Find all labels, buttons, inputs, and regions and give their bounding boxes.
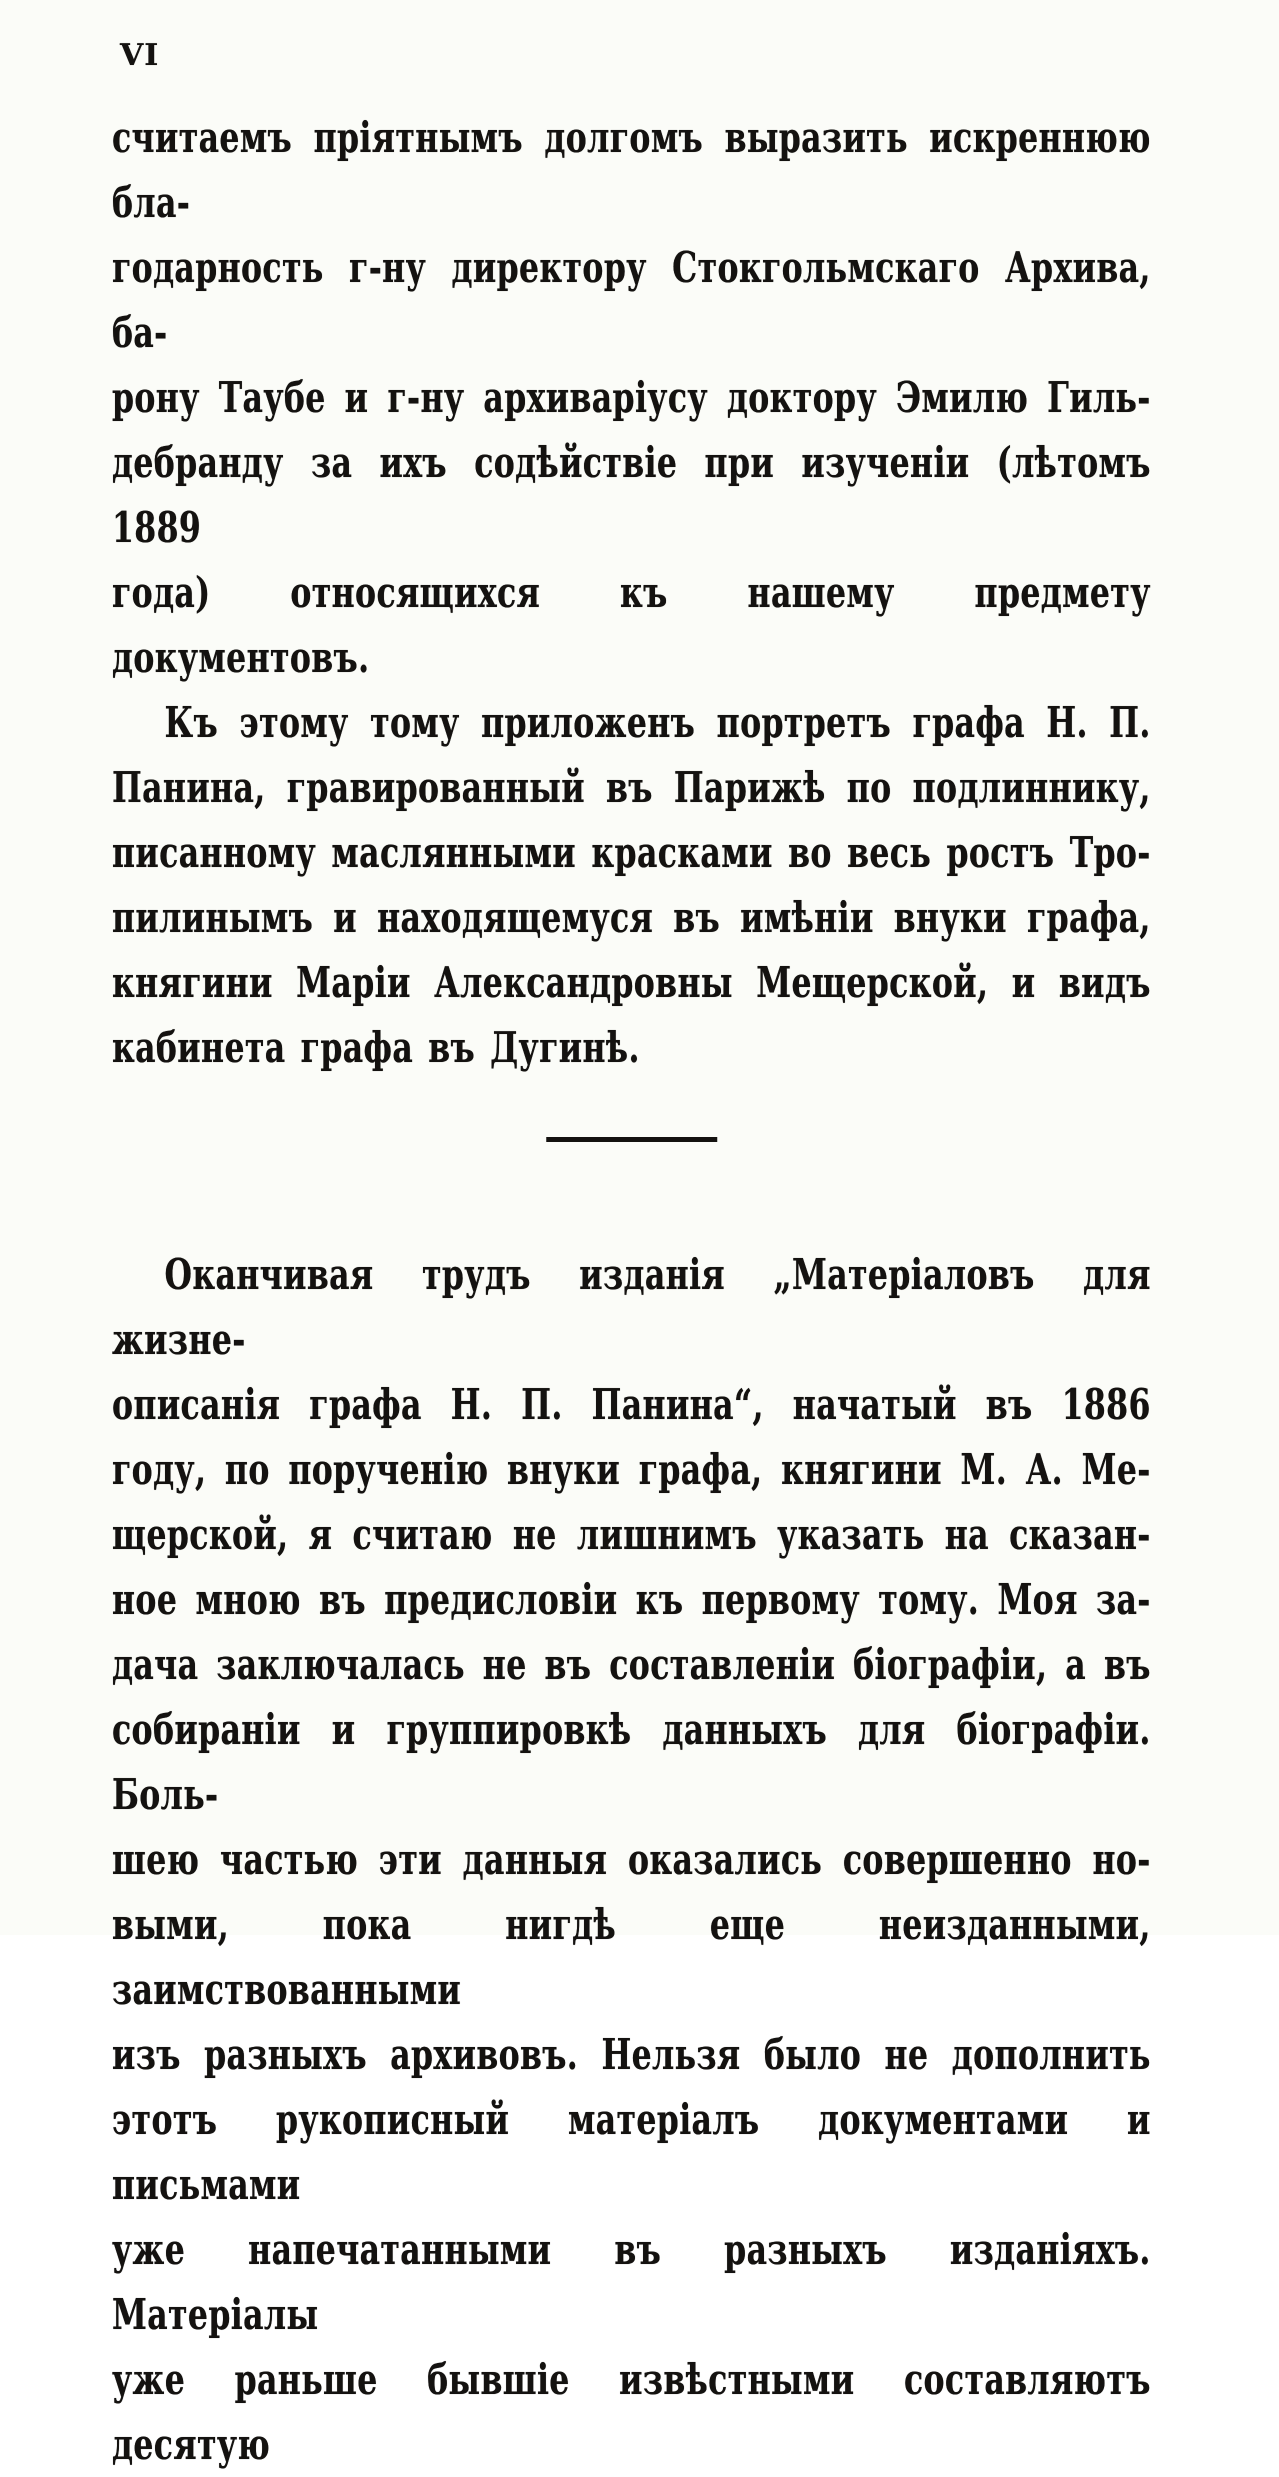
- text-line: уже напечатанными въ разныхъ изданіяхъ. Матеріалы: [112, 2225, 1151, 2339]
- section-divider: [546, 1137, 717, 1142]
- text-line: этотъ рукописный матеріалъ документами и письмами: [112, 2095, 1151, 2209]
- page-number: VI: [120, 38, 160, 73]
- text-line: шею частью эти данныя оказались совершенно но-: [112, 1835, 1151, 1884]
- text-line: княгини Маріи Александровны Мещерской, и видъ: [112, 958, 1151, 1007]
- text-line: Къ этому тому приложенъ портретъ графа Н. П.: [164, 698, 1151, 747]
- text-line: описанія графа Н. П. Панина“, начатый въ 1886: [112, 1380, 1151, 1429]
- text-line: Оканчивая трудъ изданія „Матеріаловъ для жизне-: [112, 1250, 1151, 1364]
- text-line: дача заключалась не въ составленіи біографіи, а въ: [112, 1640, 1151, 1689]
- text-line: изъ разныхъ архивовъ. Нельзя было не дополнить: [112, 2030, 1151, 2079]
- text-line: кабинета графа въ Дугинѣ.: [112, 1023, 640, 1072]
- text-line: ное мною въ предисловіи къ первому тому. Моя за-: [112, 1575, 1151, 1624]
- text-line: года) относящихся къ нашему предмету документовъ.: [112, 568, 1151, 682]
- text-line: годарность г-ну директору Стокгольмскаго Архива, ба-: [112, 243, 1151, 357]
- text-line: выми, пока нигдѣ еще неизданными, заимствованными: [112, 1900, 1151, 2014]
- paragraph: [112, 1242, 1151, 2477]
- text-line: считаемъ пріятнымъ долгомъ выразить искреннюю бла-: [112, 113, 1151, 227]
- text-line: рону Таубе и г-ну архиваріусу доктору Эмилю Гиль-: [112, 373, 1151, 422]
- page-body: [112, 105, 1151, 2477]
- paragraph: [112, 105, 1151, 690]
- text-line: щерской, я считаю не лишнимъ указать на сказан-: [112, 1510, 1151, 1559]
- text-line: дебранду за ихъ содѣйствіе при изученіи (лѣтомъ 1889: [112, 438, 1151, 552]
- paragraph: [112, 690, 1151, 1080]
- text-line: писанному маслянными красками во весь ростъ Тро-: [112, 828, 1151, 877]
- text-line: уже раньше бывшіе извѣстными составляютъ десятую: [112, 2355, 1151, 2469]
- text-line: Панина, гравированный въ Парижѣ по подлиннику,: [112, 763, 1151, 812]
- text-line: собираніи и группировкѣ данныхъ для біографіи. Боль-: [112, 1705, 1151, 1819]
- text-line: году, по порученію внуки графа, княгини М. А. Ме-: [112, 1445, 1151, 1494]
- text-line: пилинымъ и находящемуся въ имѣніи внуки графа,: [112, 893, 1151, 942]
